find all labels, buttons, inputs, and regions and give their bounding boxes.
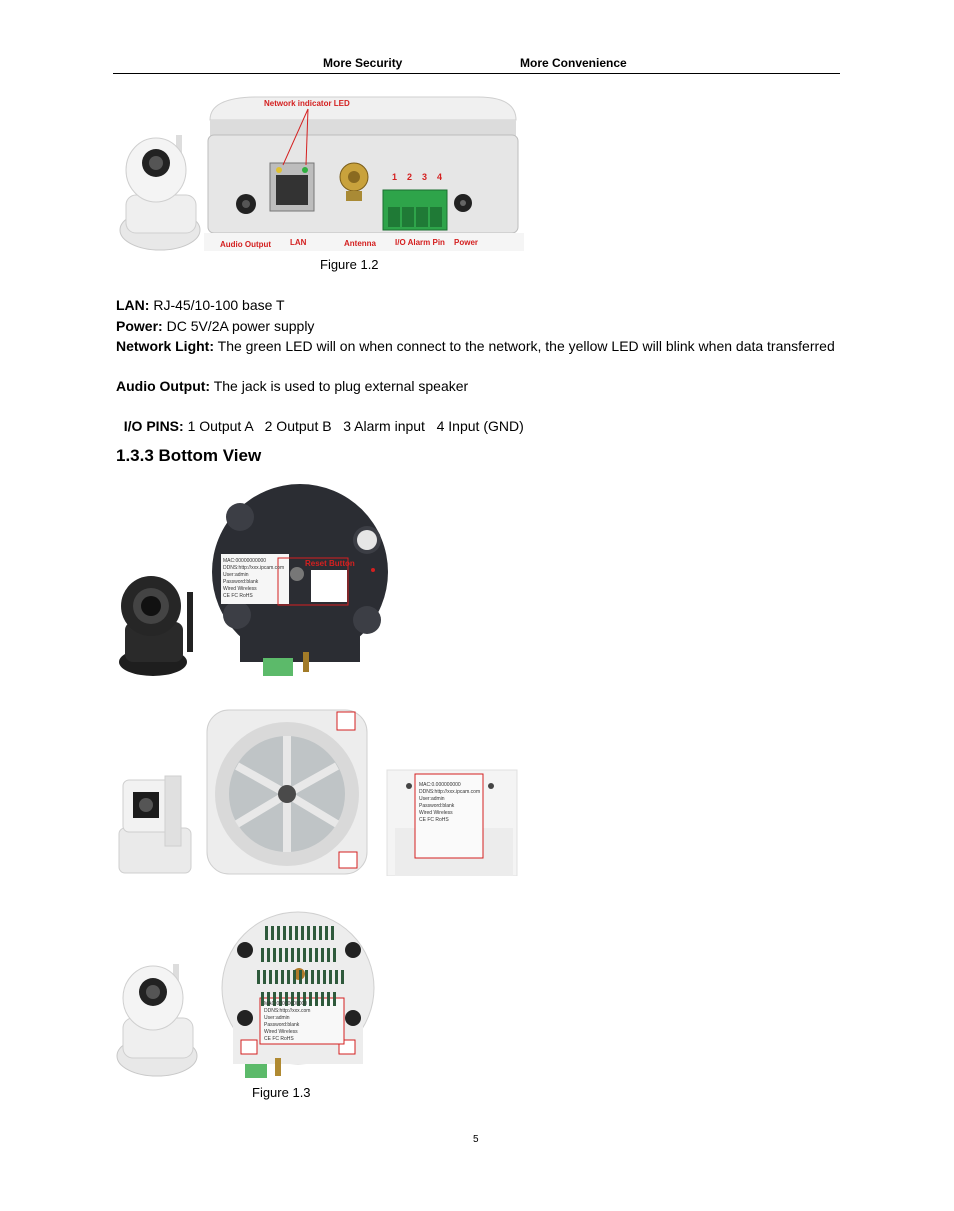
vented-base-illustration (115, 906, 377, 1078)
spec-network-light-label: Network Light: (116, 338, 214, 354)
spec-io-pins-text: 1 Output A 2 Output B 3 Alarm input 4 Input (GND) (183, 418, 524, 434)
sticker-white-line: DDNS:http://xxx.ipcam.com (419, 789, 481, 795)
sticker-black-line: Password:blank (223, 579, 259, 585)
label-network-indicator-led: Network indicator LED (264, 99, 350, 108)
spec-network-light-text: The green LED will on when connect to the network, the yellow LED will blink when data transferred (214, 338, 835, 354)
rear-panel-illustration (118, 95, 528, 255)
rear-panel (204, 97, 524, 251)
sticker-white-line: Password:blank (419, 803, 455, 809)
sticker-white (419, 782, 483, 824)
sticker-bottom-line: Password:blank (264, 1022, 300, 1028)
white-base (207, 710, 367, 874)
sticker-black-line: CE FC RoHS (223, 593, 253, 599)
pin-1: 1 (392, 172, 398, 182)
camera-thumbnail-white-2 (117, 964, 197, 1076)
spec-io-pins (116, 396, 838, 436)
label-lan: LAN (290, 238, 307, 247)
sticker-white-line: User:admin (419, 796, 445, 802)
sticker-black-line: User:admin (223, 572, 249, 578)
spec-lan (116, 295, 838, 315)
sticker-black-line: DDNS:http://xxx.ipcam.com (223, 565, 285, 571)
pin-2: 2 (407, 172, 413, 182)
bottom-view-white-camera (115, 708, 520, 876)
spec-lan-label: LAN: (116, 297, 150, 313)
header-rule (113, 73, 840, 74)
label-io-alarm-pin: I/O Alarm Pin (395, 238, 445, 247)
page-number: 5 (473, 1134, 479, 1145)
pin-4: 4 (437, 172, 443, 182)
sticker-bottom-line: DDNS:http://xxx.com (264, 1008, 311, 1014)
section-title: 1.3.3 Bottom View (116, 446, 262, 465)
pin-3: 3 (422, 172, 428, 182)
label-reset-button: Reset Button (305, 559, 355, 568)
label-audio-output: Audio Output (220, 240, 272, 249)
bottom-view-black-camera (115, 482, 395, 678)
sticker-white-line: MAC:0.000000000 (419, 782, 461, 788)
sticker-black-line: Wired Wireless (223, 586, 257, 592)
spec-lan-text: RJ-45/10-100 base T (149, 297, 285, 313)
label-antenna: Antenna (344, 239, 376, 248)
header-left: More Security (323, 56, 403, 70)
spec-power-label: Power: (116, 318, 163, 334)
sticker-bottom-line: Wired Wireless (264, 1029, 298, 1035)
camera-thumbnail-black (119, 576, 193, 676)
spec-audio-output-label: Audio Output: (116, 378, 211, 394)
sticker-black (223, 558, 289, 600)
sticker-white-line: CE FC RoHS (419, 817, 449, 823)
sticker-bottom (264, 1001, 344, 1043)
sticker-bottom-line: User:admin (264, 1015, 290, 1021)
camera-thumbnail-white (120, 135, 200, 250)
camera-thumbnail-cube (119, 776, 191, 873)
spec-power (116, 316, 838, 336)
sticker-bottom-line: MAC:00000000000 (264, 1001, 308, 1007)
figure-1-3-caption: Figure 1.3 (252, 1085, 311, 1100)
spec-io-pins-label: I/O PINS: (123, 418, 184, 434)
figure-1-2-caption: Figure 1.2 (320, 257, 379, 272)
spec-audio-output-text: The jack is used to plug external speaker (210, 378, 469, 394)
figure-1-2 (118, 95, 528, 255)
label-power: Power (454, 238, 479, 247)
spec-audio-output (116, 376, 838, 396)
bottom-view-vented-camera (115, 906, 377, 1078)
sticker-bottom-line: CE FC RoHS (264, 1036, 294, 1042)
sticker-white-line: Wired Wireless (419, 810, 453, 816)
header-right: More Convenience (520, 56, 627, 70)
spec-network-light (116, 336, 838, 356)
spec-power-text: DC 5V/2A power supply (162, 318, 315, 334)
sticker-black-line: MAC:00000000000 (223, 558, 267, 564)
